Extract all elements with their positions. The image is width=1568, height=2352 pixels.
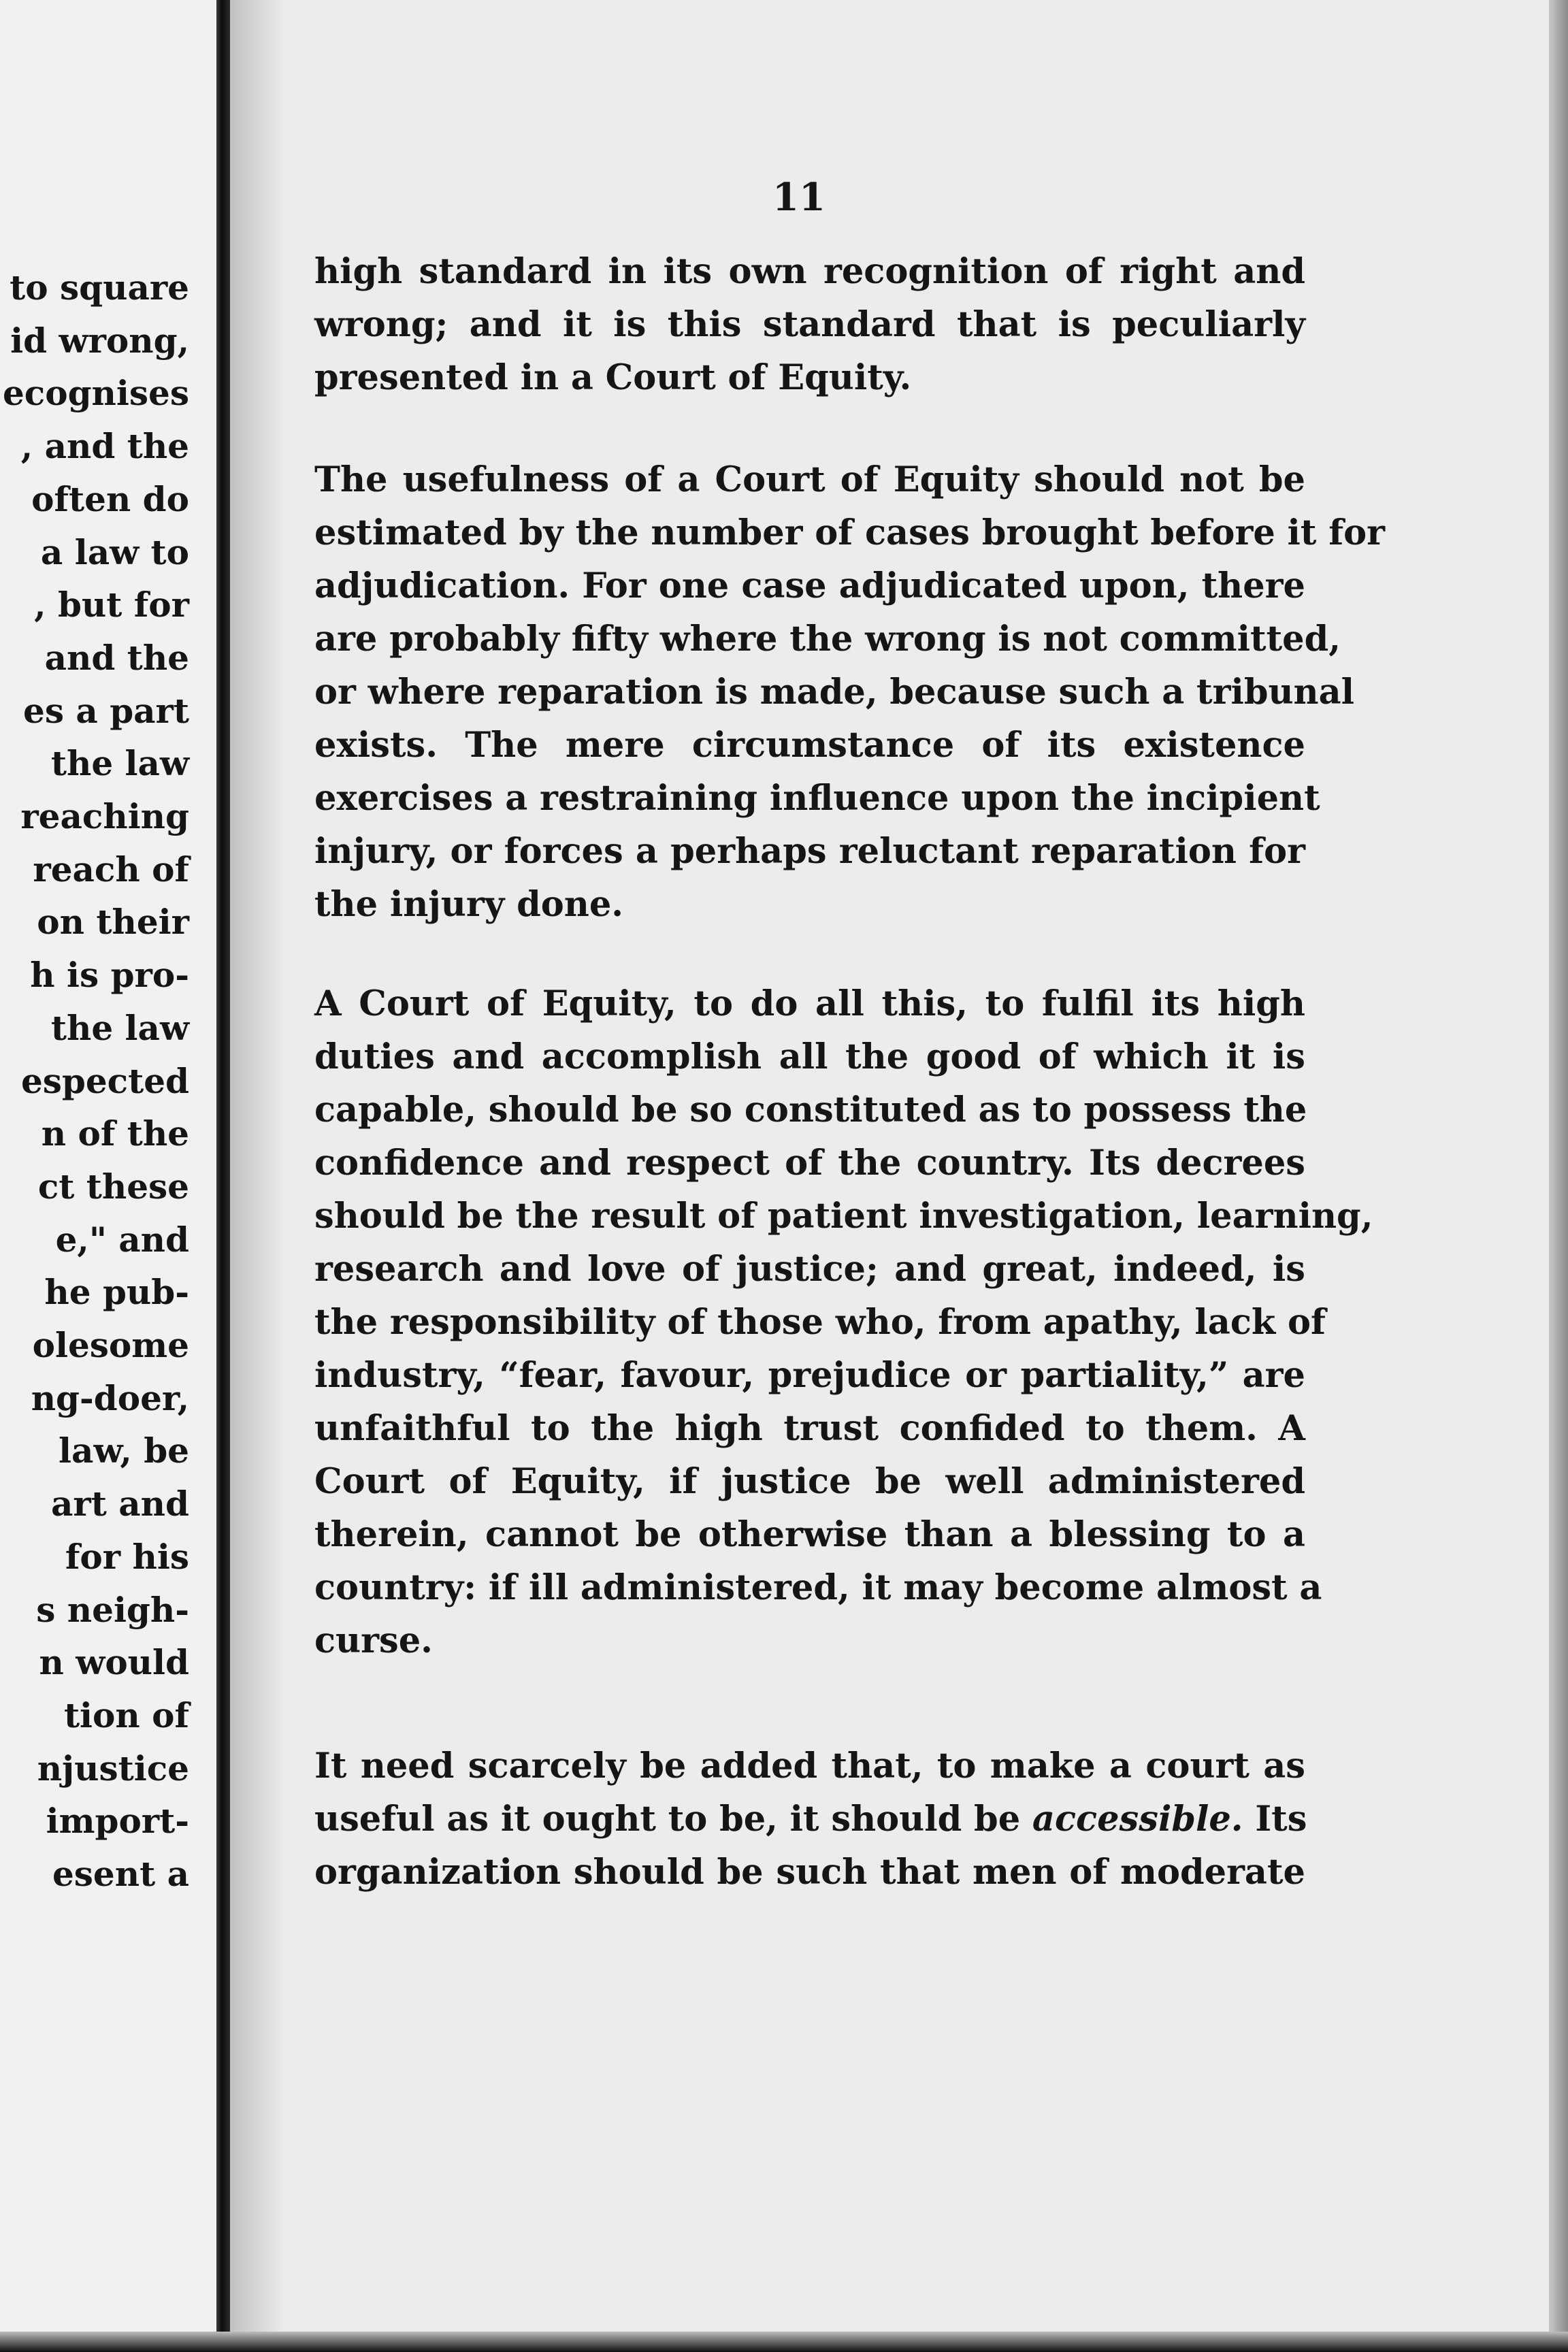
left-page-line: h is pro- — [30, 955, 189, 995]
text-line: industry, “fear, favour, prejudice or partiality,” are — [314, 1355, 1305, 1396]
left-page-line: es a part — [23, 691, 189, 731]
left-page-line: law, be — [59, 1431, 189, 1471]
left-page-line: e," and — [55, 1220, 189, 1260]
left-page-line: olesome — [32, 1325, 189, 1365]
book-binding-gutter — [216, 0, 230, 2352]
left-page-line: njustice — [37, 1748, 189, 1788]
left-page-line: a law to — [40, 532, 189, 572]
left-page-line: esent a — [52, 1854, 189, 1894]
text-line: wrong; and it is this standard that is peculiarly — [314, 304, 1305, 345]
left-facing-page — [0, 0, 216, 2352]
text-line: the injury done. — [314, 884, 624, 925]
left-page-line: on their — [37, 902, 189, 942]
text-line: It need scarcely be added that, to make a court as — [314, 1746, 1305, 1786]
left-page-line: the law — [50, 1008, 189, 1048]
text-line: The usefulness of a Court of Equity should not be — [314, 459, 1305, 500]
text-line: curse. — [314, 1620, 433, 1661]
text-line: injury, or forces a perhaps reluctant reparation for — [314, 831, 1305, 872]
paragraph-2 — [314, 453, 1386, 931]
text-line: exists. The mere circumstance of its existence — [314, 725, 1305, 766]
text-line: organization should be such that men of moderate — [314, 1852, 1305, 1893]
text-line: high standard in its own recognition of right and — [314, 251, 1305, 292]
left-page-line: n of the — [41, 1113, 189, 1154]
paragraph-4 — [314, 1740, 1305, 1899]
left-page-line: reaching — [20, 796, 189, 836]
left-page-line: s neigh- — [36, 1590, 189, 1630]
text-line: unfaithful to the high trust confided to them. A — [314, 1408, 1305, 1449]
left-page-line: n would — [39, 1642, 189, 1682]
left-page-line: import- — [46, 1801, 189, 1841]
text-line: presented in a Court of Equity. — [314, 357, 912, 398]
text-line: or where reparation is made, because such a tribunal — [314, 672, 1355, 713]
page-number: 11 — [772, 175, 826, 220]
left-page-line: reach of — [33, 849, 189, 889]
text-line: exercises a restraining influence upon the incipient — [314, 778, 1320, 819]
text-line: research and love of justice; and great, indeed, is — [314, 1249, 1305, 1290]
text-line: country: if ill administered, it may become almost a — [314, 1567, 1322, 1608]
text-line: therein, cannot be otherwise than a blessing to a — [314, 1514, 1305, 1555]
text-line: adjudication. For one case adjudicated upon, there — [314, 566, 1305, 606]
left-page-line: , and the — [20, 426, 189, 466]
bottom-edge-shadow — [0, 2332, 1568, 2352]
left-page-line: often do — [31, 479, 189, 519]
emphasized-word: accessible. — [1032, 1799, 1243, 1840]
left-page-line: he pub- — [44, 1272, 189, 1312]
left-page-line: espected — [20, 1061, 189, 1101]
text-line: useful as it ought to be, it should be accessible. Its — [314, 1799, 1307, 1840]
left-page-line: ct these — [37, 1166, 189, 1207]
paragraph-1 — [314, 245, 1305, 404]
left-page-line: ng-doer, — [31, 1378, 189, 1418]
left-page-line: to square — [10, 267, 189, 308]
left-page-line: , but for — [34, 585, 189, 625]
text-line: should be the result of patient investigation, learning, — [314, 1196, 1373, 1237]
text-line: the responsibility of those who, from apathy, lack of — [314, 1302, 1326, 1343]
text-line: Court of Equity, if justice be well administered — [314, 1461, 1305, 1502]
left-page-line: the law — [50, 743, 189, 783]
paragraph-3 — [314, 977, 1373, 1667]
text-line: estimated by the number of cases brought before it for — [314, 512, 1386, 553]
text-line: duties and accomplish all the good of which it is — [314, 1036, 1305, 1077]
left-page-line: and the — [44, 638, 189, 678]
left-page-line: for his — [65, 1537, 189, 1577]
text-line: capable, should be so constituted as to possess the — [314, 1090, 1307, 1130]
left-page-line: id wrong, — [10, 321, 189, 361]
gutter-shadow — [230, 0, 284, 2352]
page-edge-shadow — [1549, 0, 1568, 2352]
text-line: are probably fifty where the wrong is not committed, — [314, 619, 1341, 659]
text-line: A Court of Equity, to do all this, to fulfil its high — [314, 983, 1305, 1024]
left-page-line: ecognises — [2, 373, 189, 413]
left-page-line: art and — [51, 1484, 189, 1524]
text-line: confidence and respect of the country. Its decrees — [314, 1143, 1305, 1183]
left-page-line: tion of — [63, 1695, 189, 1735]
